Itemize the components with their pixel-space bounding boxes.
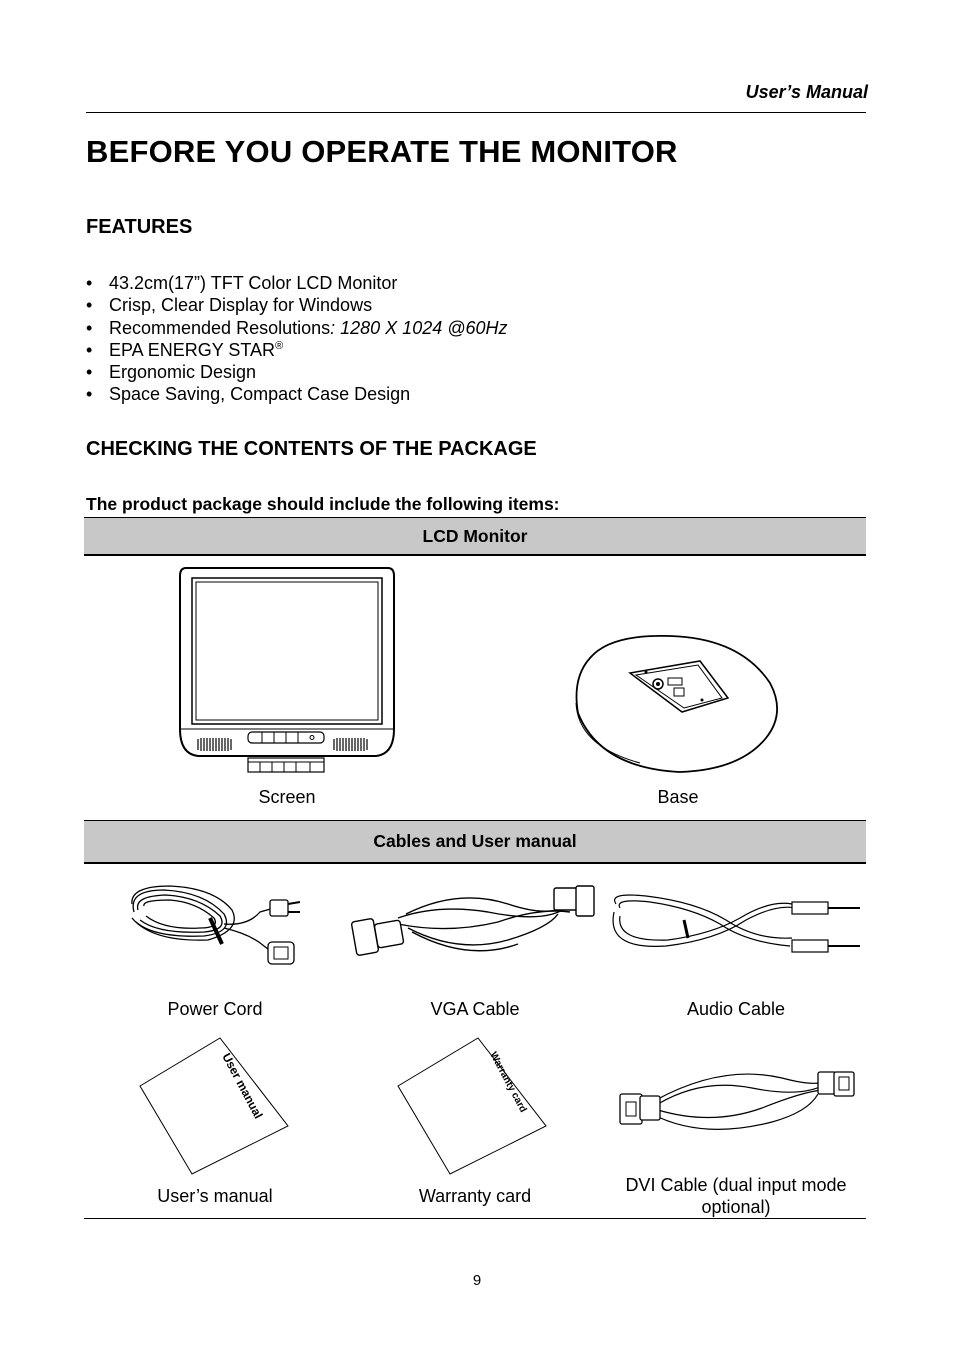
page-title: BEFORE YOU OPERATE THE MONITOR (86, 134, 678, 169)
header-divider (86, 112, 866, 113)
warranty-book-label: Warranty card (487, 1050, 529, 1115)
manual-book-label: User manual (219, 1050, 266, 1122)
list-item: • Crisp, Clear Display for Windows (86, 295, 373, 316)
caption-users-manual: User’s manual (157, 1186, 273, 1206)
caption-screen: Screen (258, 787, 316, 807)
page-number: 9 (472, 1272, 482, 1289)
features-heading: FEATURES (86, 216, 193, 238)
monitor-illustration (176, 564, 398, 776)
package-intro: The product package should include the following items: (86, 494, 560, 514)
power-cord-illustration (124, 882, 308, 972)
caption-warranty-card: Warranty card (418, 1186, 532, 1206)
base-illustration (570, 628, 786, 778)
list-item: • Space Saving, Compact Case Design (86, 384, 411, 405)
caption-power-cord: Power Cord (167, 999, 263, 1019)
band-lcd-monitor: LCD Monitor (84, 517, 866, 556)
header-manual-label: User’s Manual (745, 82, 868, 102)
list-item: • Recommended Resolutions: 1280 X 1024 @60Hz (86, 317, 508, 338)
caption-base: Base (657, 787, 699, 807)
caption-audio-cable: Audio Cable (686, 999, 786, 1019)
vga-cable-illustration (348, 884, 602, 968)
table-bottom-rule (84, 1218, 866, 1219)
list-item: • Ergonomic Design (86, 362, 257, 383)
band-cables: Cables and User manual (84, 820, 866, 864)
warranty-card-illustration (398, 1034, 548, 1176)
users-manual-illustration (140, 1034, 290, 1176)
dvi-cable-illustration (612, 1064, 858, 1136)
list-item: • 43.2cm(17”) TFT Color LCD Monitor (86, 273, 398, 293)
audio-cable-illustration (606, 890, 866, 964)
list-item: • EPA ENERGY STAR® (86, 339, 284, 360)
package-heading: CHECKING THE CONTENTS OF THE PACKAGE (86, 438, 537, 460)
caption-vga-cable: VGA Cable (430, 999, 520, 1019)
caption-dvi-cable: DVI Cable (dual input mode optional) (625, 1175, 847, 1217)
features-list (86, 272, 508, 406)
